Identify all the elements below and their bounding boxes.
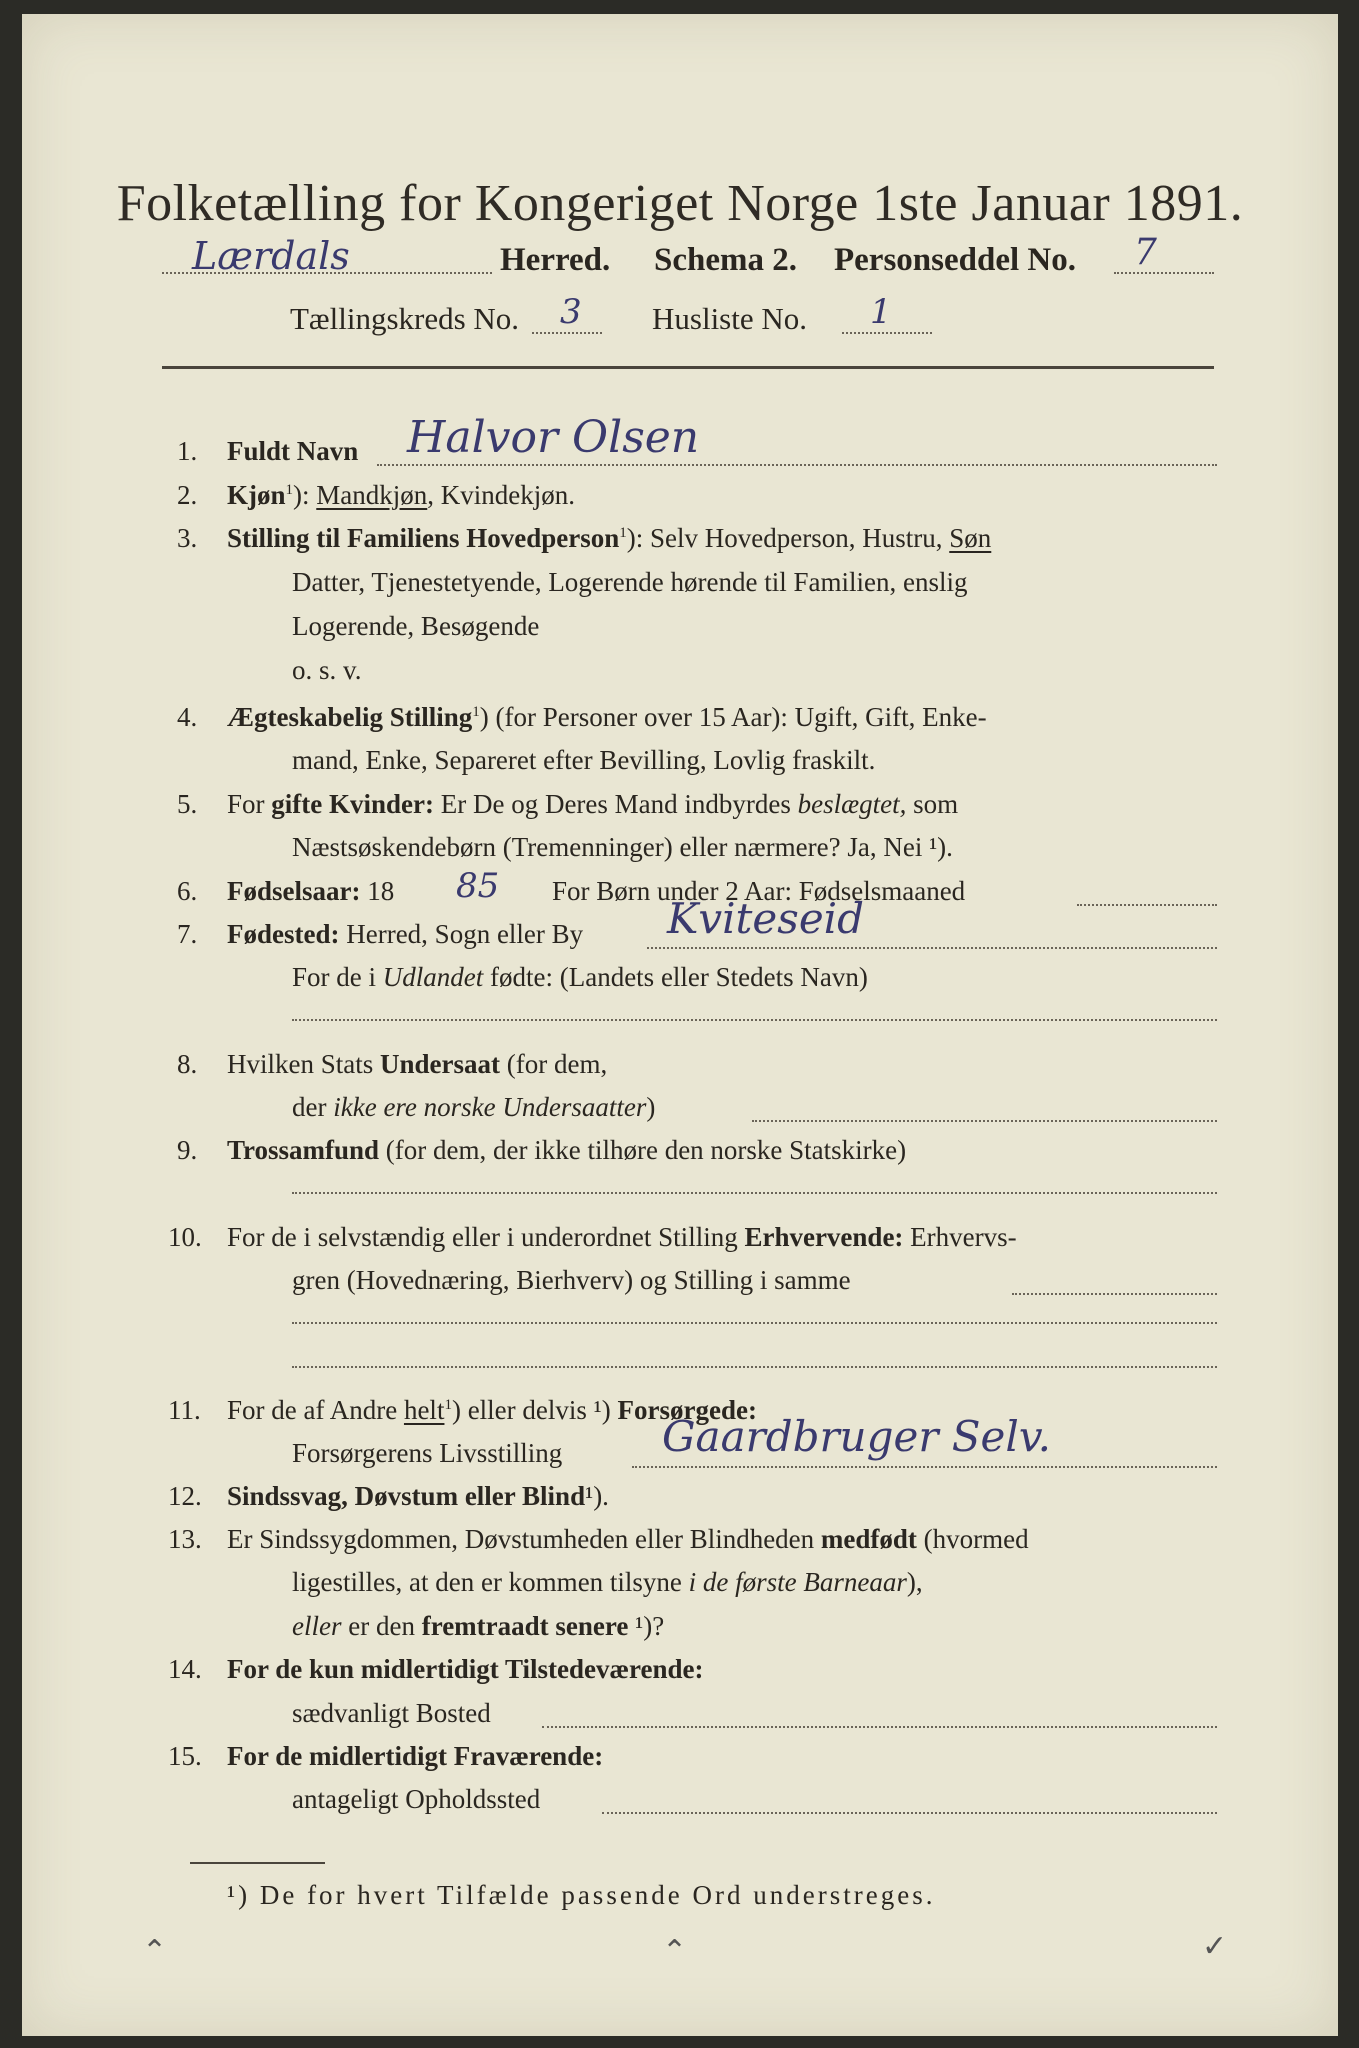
q11-b: ) eller delvis ¹) <box>451 1395 618 1425</box>
q3-sup: 1 <box>619 525 627 541</box>
q8-line2 <box>292 1092 655 1123</box>
q8-line2-a: der <box>292 1092 334 1122</box>
q15-line2: antageligt Opholdssted <box>292 1784 541 1814</box>
q10-label: Erhvervende: <box>744 1222 904 1252</box>
q2-number: 2. <box>177 480 198 510</box>
q3-selected-option: Søn <box>949 523 992 553</box>
q11-a: For de af Andre <box>227 1395 404 1425</box>
census-form-page <box>22 14 1338 2036</box>
q8-text <box>227 1049 607 1080</box>
q13-label: medfødt <box>820 1524 917 1554</box>
q15-number: 15. <box>168 1741 202 1771</box>
q1-label: Fuldt Navn <box>227 436 359 466</box>
q11-label: Forsørgede: <box>617 1395 757 1425</box>
q5-c: som <box>906 789 959 819</box>
q7-dots <box>647 947 1217 949</box>
margin-mark-right: ✓ <box>1202 1930 1228 1963</box>
q7-text <box>227 919 583 950</box>
q13-line3-label: fremtraadt senere <box>421 1611 629 1641</box>
q8-number: 8. <box>177 1049 198 1079</box>
q11-provider-value: Gaardbruger Selv. <box>662 1412 1051 1461</box>
q2-text <box>227 480 575 511</box>
q8-b: (for dem, <box>500 1049 608 1079</box>
q13-line2-b: ), <box>906 1567 923 1597</box>
q3-line3: Logerende, Besøgende <box>292 611 540 641</box>
q13-line3-b: ¹)? <box>628 1611 665 1641</box>
q5-italic: beslægtet, <box>797 789 907 819</box>
q3-label: Stilling til Familiens Hovedperson <box>227 523 620 553</box>
q13-line3 <box>292 1611 664 1642</box>
q7-line2-b: fødte: (Landets eller Stedets Navn) <box>483 962 868 992</box>
q6-dots <box>1077 904 1217 906</box>
herred-value: Lærdals <box>192 234 350 278</box>
q2-sup: 1 <box>285 482 294 498</box>
q5-line2: Næstsøskendebørn (Tremenninger) eller nærmere? Ja, Nei ¹). <box>292 832 953 862</box>
q14-number: 14. <box>168 1654 202 1684</box>
q5-label: gifte Kvinder: <box>271 789 434 819</box>
margin-mark-left: ⌃ <box>142 1935 168 1968</box>
husliste-value: 1 <box>870 292 892 332</box>
q7-label: Fødested: <box>227 919 340 949</box>
q10-dots1 <box>1012 1293 1217 1295</box>
q10-a: For de i selvstændig eller i underordnet Stilling <box>227 1222 745 1252</box>
q7-dots2 <box>292 1019 1217 1021</box>
footnote-rule <box>190 1862 325 1864</box>
q9-text <box>227 1135 906 1166</box>
q1-number: 1. <box>177 436 198 466</box>
q11-helt: helt <box>403 1395 445 1425</box>
q8-a: Hvilken Stats <box>227 1049 380 1079</box>
husliste-dots <box>842 332 932 334</box>
q5-b: Er De og Deres Mand indbyrdes <box>433 789 798 819</box>
schema-label: Schema 2. <box>654 242 797 278</box>
q10-b: Erhvervs- <box>903 1222 1017 1252</box>
q10-line2: gren (Hovednæring, Bierhverv) og Stilling i samme <box>292 1265 851 1295</box>
personseddel-value: 7 <box>1134 232 1157 273</box>
q10-number: 10. <box>168 1222 202 1252</box>
q13-line2-italic: i de første Barneaar <box>688 1567 907 1597</box>
margin-mark-center: ⌃ <box>662 1935 688 1968</box>
kreds-value: 3 <box>560 292 582 332</box>
q13-b: (hvormed <box>916 1524 1029 1554</box>
q12-number: 12. <box>168 1481 202 1511</box>
q10-dots2 <box>292 1322 1217 1324</box>
q1-name-value: Halvor Olsen <box>407 412 700 463</box>
q4-rest: ) (for Personer over 15 Aar): Ugift, Gift, Enke- <box>479 702 987 732</box>
q11-line2: Forsørgerens Livsstilling <box>292 1438 563 1468</box>
q8-dots <box>752 1120 1217 1122</box>
q2-rest-a: ): <box>293 480 317 510</box>
q13-line2-a: ligestilles, at den er kommen tilsyne <box>292 1567 689 1597</box>
q14-dots <box>542 1726 1217 1728</box>
q14-line2: sædvanligt Bosted <box>292 1698 491 1728</box>
q7-number: 7. <box>177 919 198 949</box>
q13-text <box>227 1524 1029 1555</box>
personseddel-dots <box>1114 272 1214 274</box>
q6-number: 6. <box>177 876 198 906</box>
q5-text <box>227 789 958 820</box>
kreds-label: Tællingskreds No. <box>290 301 520 336</box>
q9-label: Trossamfund <box>227 1135 380 1165</box>
q8-label: Undersaat <box>380 1049 500 1079</box>
q4-number: 4. <box>177 702 198 732</box>
footnote: ¹) De for hvert Tilfælde passende Ord understreges. <box>227 1880 936 1910</box>
q11-sup: 1 <box>444 1397 452 1413</box>
q4-text <box>227 702 987 733</box>
q9-number: 9. <box>177 1135 198 1165</box>
q14-label: For de kun midlertidigt Tilstedeværende: <box>227 1654 704 1684</box>
q12-text <box>227 1481 609 1512</box>
husliste-label: Husliste No. <box>652 301 807 336</box>
q2-label: Kjøn <box>227 480 286 510</box>
form-title: Folketælling for Kongeriget Norge 1ste Januar 1891. <box>116 175 1244 232</box>
herred-label: Herred. <box>500 242 611 278</box>
q11-dots <box>632 1466 1217 1468</box>
q12-rest: ¹). <box>585 1481 609 1511</box>
q10-dots3 <box>292 1366 1217 1368</box>
q5-a: For <box>227 789 272 819</box>
q10-text <box>227 1222 1017 1253</box>
q13-a: Er Sindssygdommen, Døvstumheden eller Blindheden <box>227 1524 821 1554</box>
q9-dots <box>292 1192 1217 1194</box>
q12-label: Sindssvag, Døvstum eller Blind <box>227 1481 586 1511</box>
q5-number: 5. <box>177 789 198 819</box>
q6-label: Fødselsaar: <box>227 876 361 906</box>
q1-dots <box>377 464 1217 466</box>
q4-line2: mand, Enke, Separeret efter Bevilling, Lovlig fraskilt. <box>292 745 876 775</box>
q9-rest: (for dem, der ikke tilhøre den norske Statskirke) <box>379 1135 907 1165</box>
q8-line2-italic: ikke ere norske Undersaatter <box>333 1092 647 1122</box>
kreds-dots <box>532 332 602 334</box>
q13-number: 13. <box>168 1524 202 1554</box>
q2-selected-option: Mandkjøn <box>316 480 428 510</box>
q7-line2-a: For de i <box>292 962 383 992</box>
q2-rest-b: , Kvindekjøn. <box>427 480 576 510</box>
q11-number: 11. <box>168 1395 201 1425</box>
q4-sup: 1 <box>472 704 480 720</box>
q4-label: Ægteskabelig Stilling <box>227 702 473 732</box>
q15-label: For de midlertidigt Fraværende: <box>227 1741 604 1771</box>
q6-year-value: 85 <box>456 866 500 906</box>
q3-line2: Datter, Tjenestetyende, Logerende hørende til Familien, enslig <box>292 567 968 597</box>
q13-line3-italic: eller <box>292 1611 342 1641</box>
personseddel-label: Personseddel No. <box>834 242 1076 278</box>
q7-birthplace-value: Kviteseid <box>667 894 864 943</box>
q6-rest: For Børn under 2 Aar: Fødselsmaaned <box>552 876 966 906</box>
q13-line3-a: er den <box>341 1611 422 1641</box>
q15-dots <box>602 1812 1217 1814</box>
q7-line2 <box>292 962 868 993</box>
q3-number: 3. <box>177 523 198 553</box>
q7-rest: Herred, Sogn eller By <box>339 919 584 949</box>
q3-rest: ): Selv Hovedperson, Hustru, <box>626 523 950 553</box>
q7-line2-italic: Udlandet <box>382 962 484 992</box>
q6-prefix: 18 <box>360 876 395 906</box>
header-rule <box>162 366 1214 369</box>
q3-line4: o. s. v. <box>292 655 362 685</box>
q8-line2-b: ) <box>646 1092 656 1122</box>
q3-text <box>227 523 991 554</box>
q6-text <box>227 876 394 907</box>
q13-line2 <box>292 1567 923 1598</box>
